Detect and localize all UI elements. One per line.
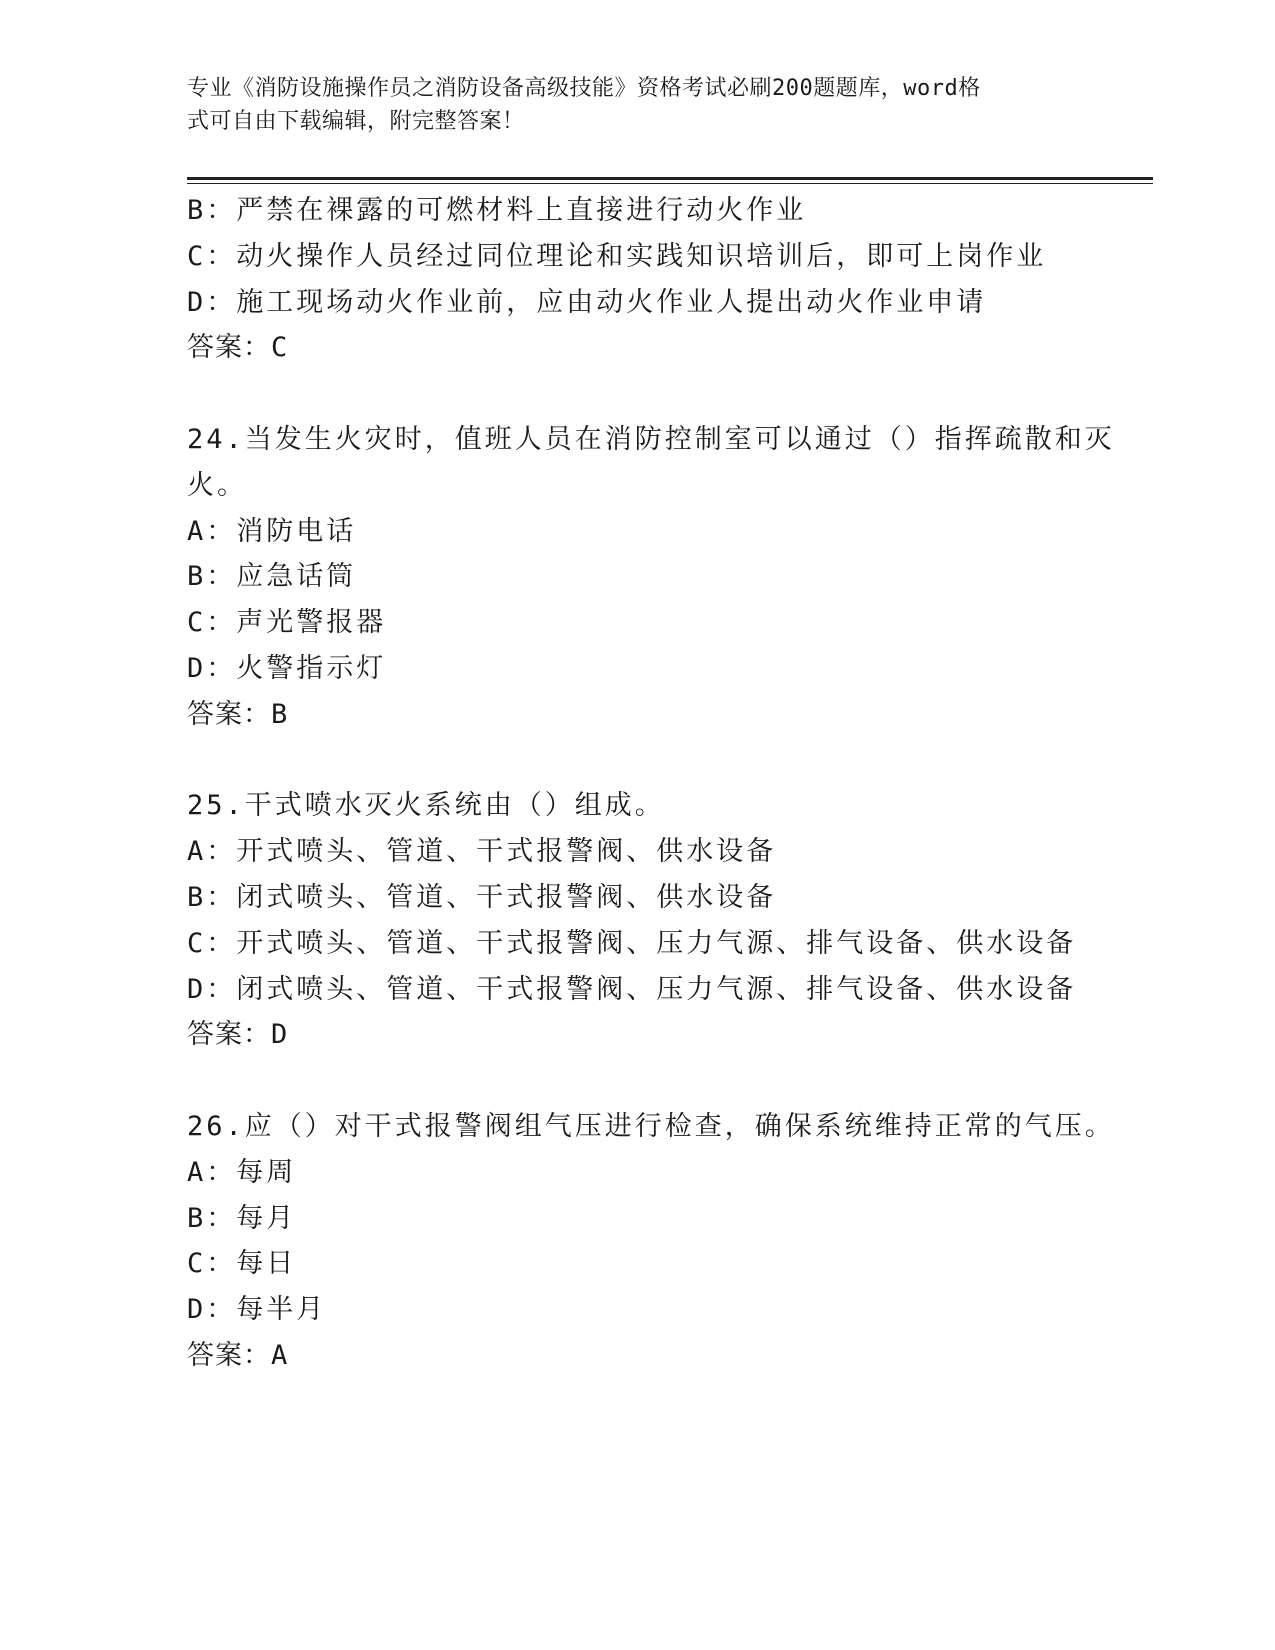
document-header [187, 72, 1087, 138]
answer: 答案：B [187, 698, 289, 730]
question-content [187, 188, 1115, 1379]
question-stem: 26.应（）对干式报警阀组气压进行检查，确保系统维持正常的气压。 [187, 1110, 1115, 1142]
question-26 [187, 1104, 1115, 1379]
header-title-line-2: 式可自由下载编辑，附完整答案！ [187, 109, 525, 134]
option-d: D：每半月 [187, 1294, 327, 1326]
header-divider-thick [187, 177, 1153, 180]
option-c: C：每日 [187, 1248, 297, 1280]
option-c: C：开式喷头、管道、干式报警阀、压力气源、排气设备、供水设备 [187, 927, 1077, 959]
header-title-line-1: 专业《消防设施操作员之消防设备高级技能》资格考试必刷200题题库，word格 [187, 76, 981, 101]
option-a: A：每周 [187, 1156, 297, 1188]
question-23-tail [187, 188, 1087, 371]
question-25 [187, 783, 1087, 1058]
question-stem: 24.当发生火灾时，值班人员在消防控制室可以通过（）指挥疏散和灭 [187, 423, 1115, 455]
option-d: D：施工现场动火作业前，应由动火作业人提出动火作业申请 [187, 286, 987, 318]
option-a: A：开式喷头、管道、干式报警阀、供水设备 [187, 836, 777, 868]
question-stem-continued: 火。 [187, 469, 247, 501]
option-b: B：每月 [187, 1202, 297, 1234]
option-b: B：应急话筒 [187, 561, 357, 593]
option-b: B：闭式喷头、管道、干式报警阀、供水设备 [187, 881, 777, 913]
header-divider-thin [187, 183, 1153, 184]
option-a: A：消防电话 [187, 515, 357, 547]
option-c: C：动火操作人员经过同位理论和实践知识培训后，即可上岗作业 [187, 240, 1047, 272]
option-d: D：闭式喷头、管道、干式报警阀、压力气源、排气设备、供水设备 [187, 973, 1077, 1005]
question-24 [187, 417, 1115, 738]
option-c: C：声光警报器 [187, 607, 387, 639]
option-b: B：严禁在裸露的可燃材料上直接进行动火作业 [187, 195, 807, 226]
answer: 答案：A [187, 1339, 289, 1371]
answer: 答案：D [187, 1019, 289, 1051]
option-d: D：火警指示灯 [187, 652, 387, 684]
answer: 答案：C [187, 332, 289, 364]
question-stem: 25.干式喷水灭火系统由（）组成。 [187, 790, 665, 822]
